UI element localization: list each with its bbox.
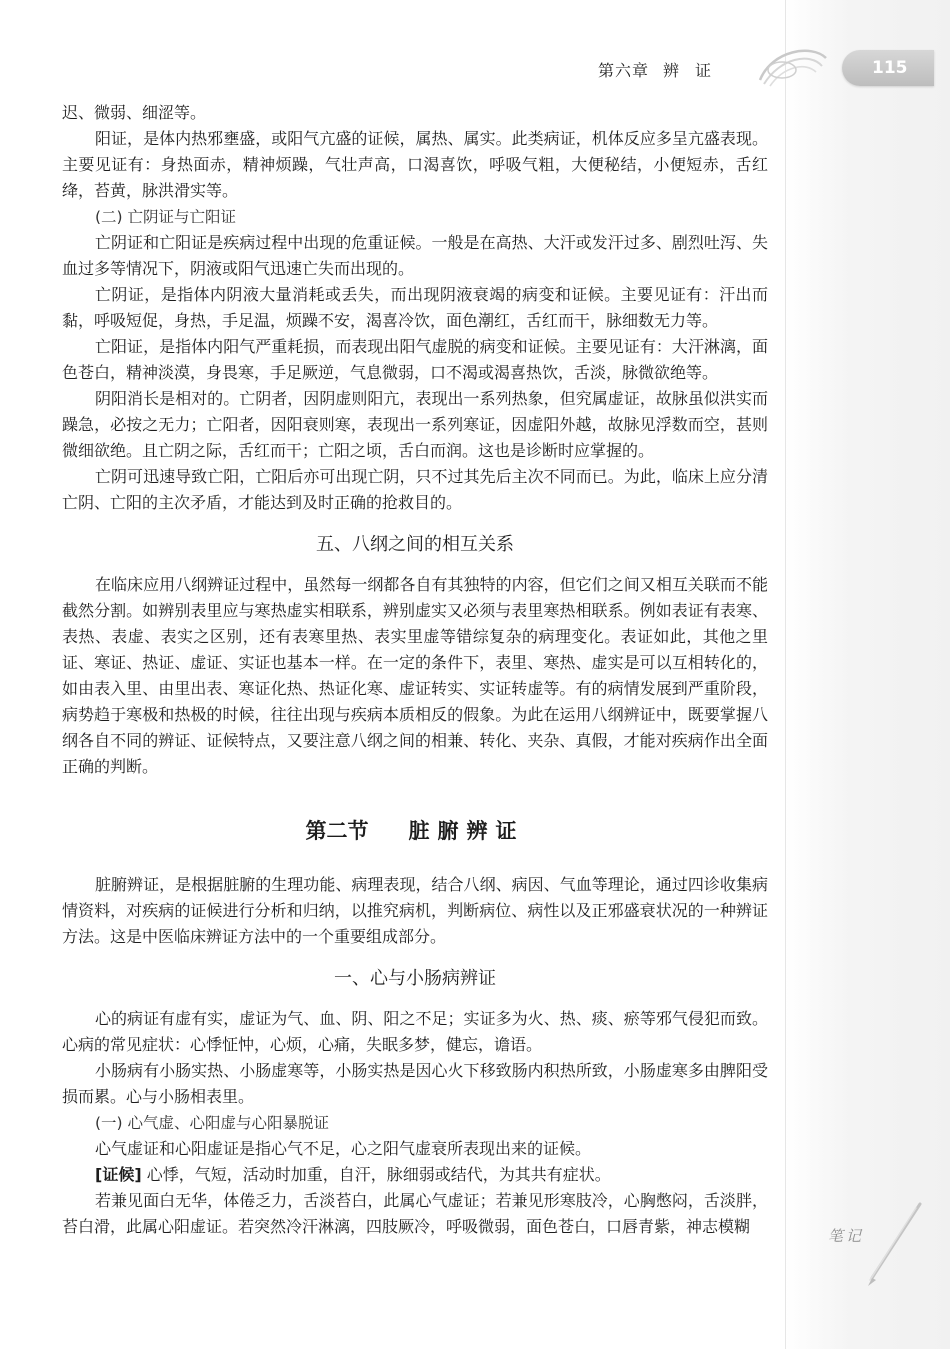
subsection-heading: (一) 心气虚、心阳虚与心阳暴脱证: [95, 1114, 330, 1132]
paragraph: 脏腑辨证，是根据脏腑的生理功能、病理表现，结合八纲、病因、气血等理论，通过四诊收集病情资料，对疾病的证候进行分析和归纳，以推究病机，判断病位、病性以及正邪盛衰状况的一种辨证方法。这是中医临床辨证方法中的一个重要组成部分。: [62, 875, 768, 946]
chapter-section-name: 脏腑辨证: [408, 819, 525, 843]
paragraph: 心的病证有虚有实，虚证为气、血、阴、阳之不足；实证多为火、热、痰、瘀等邪气侵犯而致。心病的常见症状：心悸怔忡，心烦，心痛，失眠多梦，健忘，谵语。: [62, 1009, 768, 1054]
paragraph: 亡阴证和亡阳证是疾病过程中出现的危重证候。一般是在高热、大汗或发汗过多、剧烈吐泻、失血过多等情况下，阴液或阳气迅速亡失而出现的。: [62, 233, 768, 278]
paragraph: [62, 1162, 768, 1188]
section-heading: 一、心与小肠病辨证: [334, 968, 496, 989]
paragraph: 心气虚证和心阳虚证是指心气不足，心之阳气虚衰所表现出来的证候。: [95, 1139, 592, 1158]
symptom-text: 心悸，气短，活动时加重，自汗，脉细弱或结代，为其共有症状。: [146, 1165, 611, 1184]
paragraph: 若兼见面白无华，体倦乏力，舌淡苔白，此属心气虚证；若兼见形寒肢冷，心胸憋闷，舌淡胖，苔白滑，此属心阳虚证。若突然冷汗淋漓，四肢厥冷，呼吸微弱，面色苍白，口唇青紫，神志模糊: [62, 1191, 768, 1236]
chapter-section-title: [62, 814, 768, 848]
paragraph: 小肠病有小肠实热、小肠虚寒等，小肠实热是因心火下移致肠内积热所致，小肠虚寒多由脾阳受损而累。心与小肠相表里。: [62, 1061, 768, 1106]
pen-icon: [858, 1200, 928, 1290]
paragraph: 阳证，是体内热邪壅盛，或阳气亢盛的证候，属热、属实。此类病证，机体反应多呈亢盛表现。主要见证有：身热面赤，精神烦躁，气壮声高，口渴喜饮，呼吸气粗，大便秘结，小便短赤，舌红绛，苔黄，脉洪滑实等。: [62, 129, 768, 200]
paragraph: 阴阳消长是相对的。亡阴者，因阴虚则阳亢，表现出一系列热象，但究属虚证，故脉虽似洪实而躁急，必按之无力；亡阳者，因阳衰则寒，表现出一系列寒证，因虚阳外越，故脉见浮数而空，甚则微细欲绝。且亡阴之际，舌红而干；亡阳之顷，舌白而润。这也是诊断时应掌握的。: [62, 389, 768, 460]
header-chapter: 第六章: [598, 61, 650, 80]
page-body: [62, 100, 768, 1240]
section-heading: 五、八纲之间的相互关系: [316, 534, 514, 555]
paragraph: 亡阴可迅速导致亡阳，亡阳后亦可出现亡阴，只不过其先后主次不同而已。为此，临床上应分清亡阴、亡阳的主次矛盾，才能达到及时正确的抢救目的。: [62, 467, 768, 512]
notes-label: 笔记: [828, 1227, 865, 1245]
paragraph: 迟、微弱、细涩等。: [62, 103, 207, 122]
margin-divider: [785, 0, 786, 1349]
swirl-decoration-icon: [752, 40, 832, 88]
subsection-heading: (二) 亡阴证与亡阳证: [95, 208, 237, 226]
margin-strip: [785, 0, 950, 1349]
chapter-section-prefix: 第二节: [305, 819, 369, 843]
paragraph: 在临床应用八纲辨证过程中，虽然每一纲都各自有其独特的内容，但它们之间又相互关联而不能截然分割。如辨别表里应与寒热虚实相联系，辨别虚实又必须与表里寒热相联系。例如表证有表寒、表热、表虚、表实之区别，还有表寒里热、表实里虚等错综复杂的病理变化。表证如此，其他之里证、寒证、热证、虚证、实证也基本一样。在一定的条件下，表里、寒热、虚实是可以互相转化的，如由表入里、由里出表、寒证化热、热证化寒、虚证转实、实证转虚等。有的病情发展到严重阶段，病势趋于寒极和热极的时候，往往出现与疾病本质相反的假象。为此在运用八纲辨证中，既要掌握八纲各自不同的辨证、证候特点，又要注意八纲之间的相兼、转化、夹杂、真假，才能对疾病作出全面正确的判断。: [62, 575, 768, 776]
page-number-badge: 115: [842, 50, 934, 86]
header-title: 辨 证: [663, 61, 712, 80]
paragraph: 亡阳证，是指体内阳气严重耗损，而表现出阳气虚脱的病变和证候。主要见证有：大汗淋漓，面色苍白，精神淡漠，身畏寒，手足厥逆，气息微弱，口不渴或渴喜热饮，舌淡，脉微欲绝等。: [62, 337, 768, 382]
paragraph: 亡阴证，是指体内阴液大量消耗或丢失，而出现阴液衰竭的病变和证候。主要见证有：汗出而黏，呼吸短促，身热，手足温，烦躁不安，渴喜冷饮，面色潮红，舌红而干，脉细数无力等。: [62, 285, 768, 330]
running-header: [598, 58, 711, 81]
symptom-label: [证候]: [95, 1165, 142, 1184]
